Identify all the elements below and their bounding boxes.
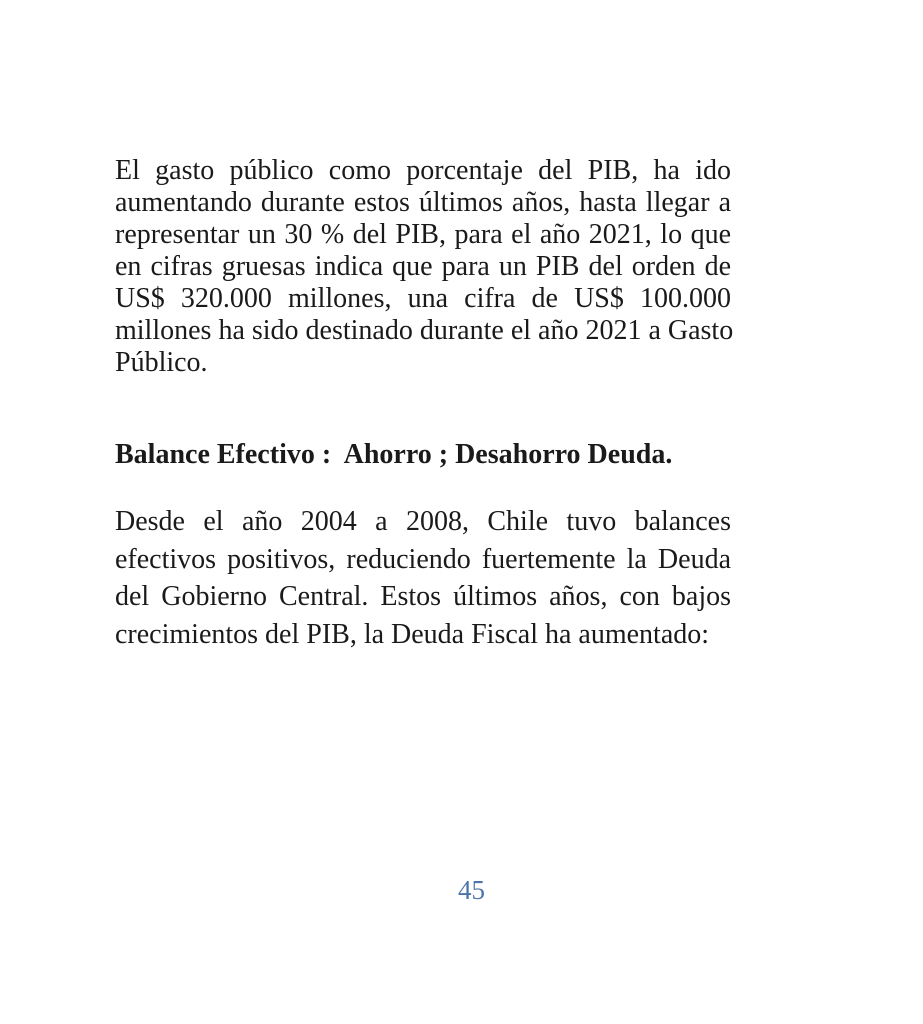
text-line: aumentando durante estos últimos años, hasta llegar a	[115, 187, 731, 218]
paragraph-gasto-publico	[115, 155, 734, 379]
page-number: 45	[458, 875, 485, 905]
text-line: US$ 320.000 millones, una cifra de US$ 100.000	[115, 283, 731, 314]
paragraph-balance-efectivo	[115, 503, 731, 653]
text-line: millones ha sido destinado durante el año 2021 a Gasto	[115, 315, 734, 346]
text-line: Público.	[115, 347, 208, 378]
text-line: representar un 30 % del PIB, para el año 2021, lo que	[115, 219, 731, 250]
section-heading: Balance Efectivo : Ahorro ; Desahorro Deuda.	[115, 439, 673, 470]
text-line: efectivos positivos, reduciendo fuertemente la Deuda	[115, 543, 731, 575]
text-block	[115, 155, 734, 653]
text-line: El gasto público como porcentaje del PIB, ha ido	[115, 155, 731, 186]
text-line: en cifras gruesas indica que para un PIB del orden de	[115, 251, 731, 282]
text-line: Desde el año 2004 a 2008, Chile tuvo balances	[115, 506, 731, 537]
text-line: del Gobierno Central. Estos últimos años, con bajos	[115, 581, 731, 612]
text-line: crecimientos del PIB, la Deuda Fiscal ha aumentado:	[115, 618, 710, 650]
